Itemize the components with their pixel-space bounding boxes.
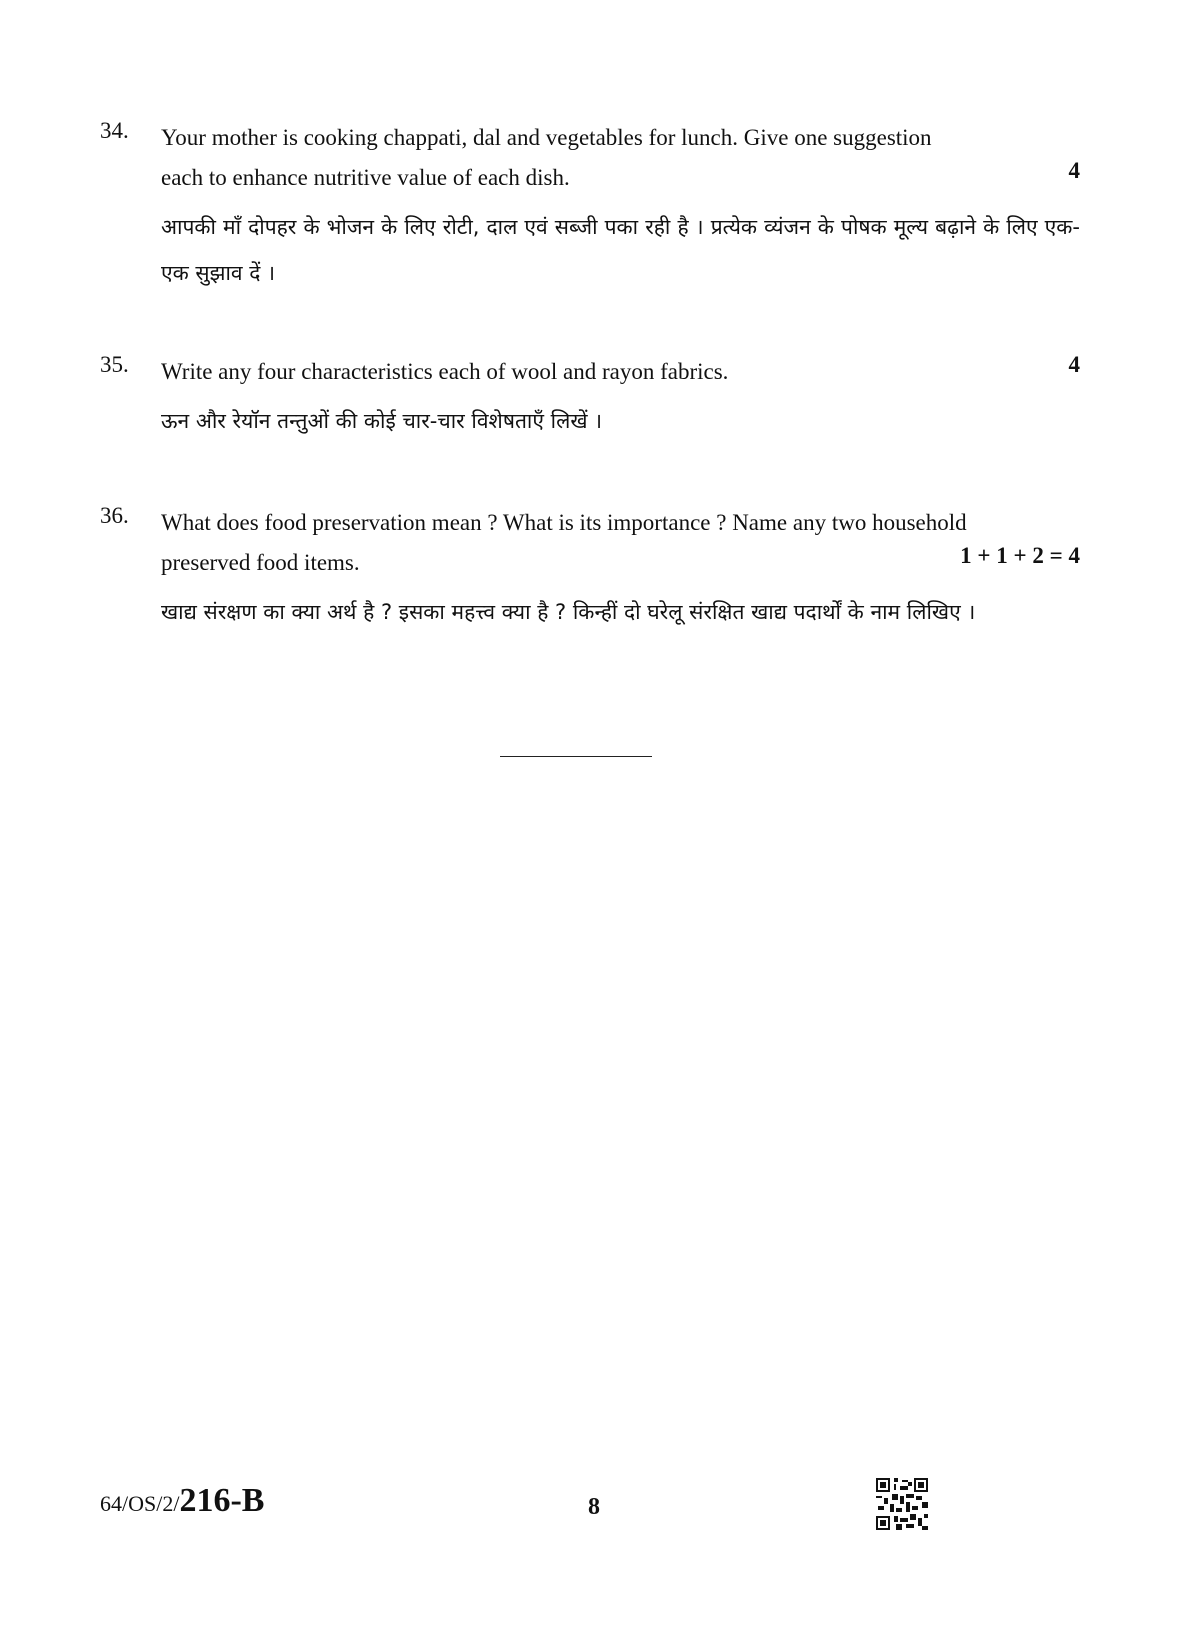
marks: 4 — [1068, 352, 1080, 377]
question-text-hi: खाद्य संरक्षण का क्या अर्थ है ? इसका महत्त्व क्या है ? किन्हीं दो घरेलू संरक्षित खाद्य पदार्थों के नाम लिखिए । — [161, 600, 976, 624]
question-number: 36. — [100, 503, 129, 528]
question-35 — [100, 352, 1080, 444]
question-36 — [100, 503, 1080, 635]
page-number: 8 — [588, 1494, 600, 1520]
paper-code-main: 216-B — [179, 1482, 265, 1519]
question-text-hi: आपकी माँ दोपहर के भोजन के लिए रोटी, दाल एवं सब्जी पका रही है । प्रत्येक व्यंजन के पोषक मूल्य बढ़ाने के लिए एक-एक सुझाव दें । — [161, 215, 1080, 285]
question-text-hi: ऊन और रेयॉन तन्तुओं की कोई चार-चार विशेषताएँ लिखें । — [161, 409, 603, 433]
question-number: 34. — [100, 118, 129, 143]
question-text-en-line1: What does food preservation mean ? What is its importance ? Name any two household — [161, 510, 967, 535]
paper-code-prefix: 64/OS/2/ — [100, 1491, 180, 1516]
qr-code-icon — [876, 1478, 928, 1530]
question-text-en-line1: Write any four characteristics each of wool and rayon fabrics. — [161, 359, 729, 384]
marks: 4 — [1068, 158, 1080, 183]
question-text-en-line1: Your mother is cooking chappati, dal and vegetables for lunch. Give one suggestion — [161, 125, 932, 150]
question-34 — [100, 118, 1080, 296]
question-text-en-line2: each to enhance nutritive value of each dish. — [161, 165, 570, 190]
paper-code — [100, 1482, 264, 1520]
end-divider — [500, 756, 652, 757]
question-number: 35. — [100, 352, 129, 377]
question-text-en-line2: preserved food items. — [161, 550, 360, 575]
marks: 1 + 1 + 2 = 4 — [960, 543, 1080, 568]
